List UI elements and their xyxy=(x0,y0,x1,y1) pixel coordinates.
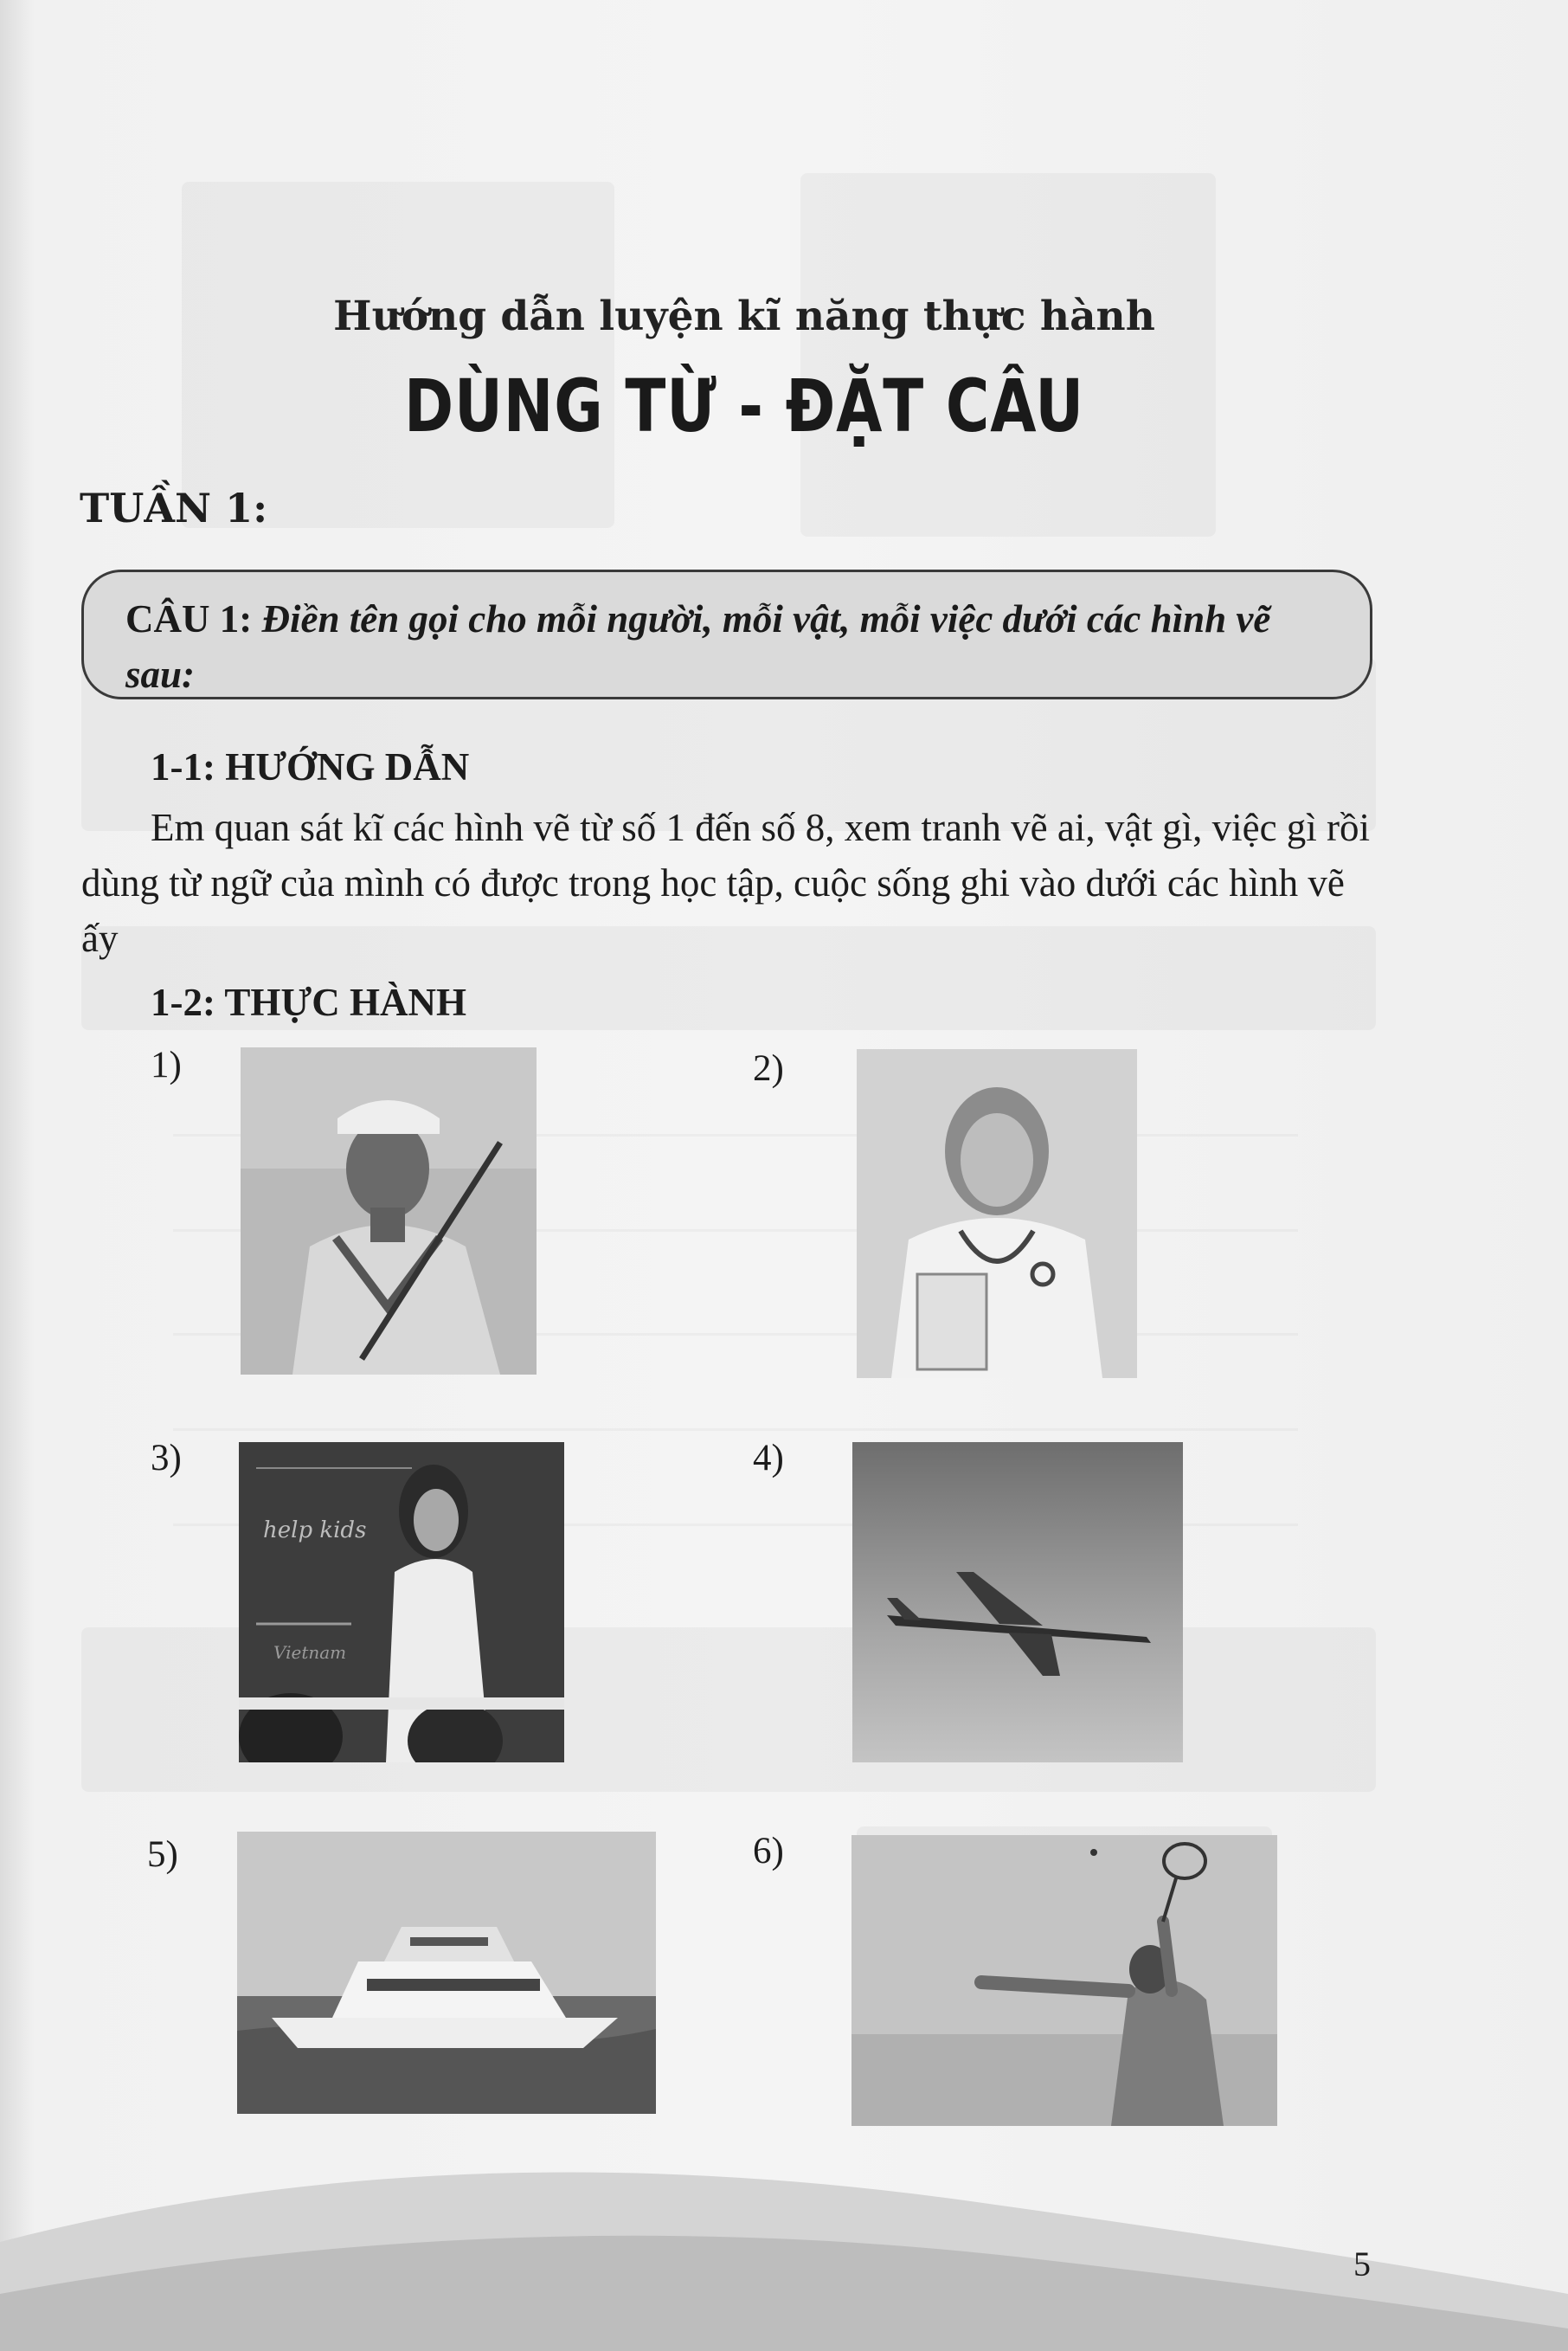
airplane-photo xyxy=(852,1442,1183,1762)
guide-paragraph: Em quan sát kĩ các hình vẽ từ số 1 đến số 8, xem tranh vẽ ai, vật gì, việc gì rồi dùng từ ngữ của mình có được trong học tập, cuộc sống ghi vào dưới các hình vẽ ấy xyxy=(81,806,1371,960)
page-number: 5 xyxy=(1353,2245,1371,2283)
question-text xyxy=(125,591,1337,702)
image-label-6: 6) xyxy=(753,1831,784,1871)
image-label-5: 5) xyxy=(147,1834,178,1875)
page-title: DÙNG TỪ - ĐẶT CÂU xyxy=(404,364,1084,448)
svg-text:help kids: help kids xyxy=(263,1517,367,1543)
teacher-photo xyxy=(239,1442,564,1762)
question-prompt: Điền tên gọi cho mỗi người, mỗi vật, mỗi việc dưới các hình vẽ sau: xyxy=(125,597,1271,696)
guide-heading: 1-1: HƯỚNG DẪN xyxy=(151,745,470,789)
page-subtitle: Hướng dẫn luyện kĩ năng thực hành xyxy=(333,293,1155,340)
badminton-photo xyxy=(851,1835,1277,2126)
week-heading: TUẦN 1: xyxy=(80,485,268,531)
page-wave-decoration xyxy=(0,2164,1568,2351)
practice-heading: 1-2: THỰC HÀNH xyxy=(151,981,466,1024)
question-box xyxy=(81,570,1372,699)
doctor-photo xyxy=(857,1049,1137,1378)
image-label-4: 4) xyxy=(753,1438,784,1478)
image-label-1: 1) xyxy=(151,1045,182,1085)
svg-text:Vietnam: Vietnam xyxy=(273,1642,347,1663)
image-label-3: 3) xyxy=(151,1438,182,1478)
image-label-2: 2) xyxy=(753,1048,784,1089)
question-label: CÂU 1: xyxy=(125,597,253,641)
sailor-photo xyxy=(241,1047,537,1375)
yacht-photo xyxy=(237,1832,656,2114)
